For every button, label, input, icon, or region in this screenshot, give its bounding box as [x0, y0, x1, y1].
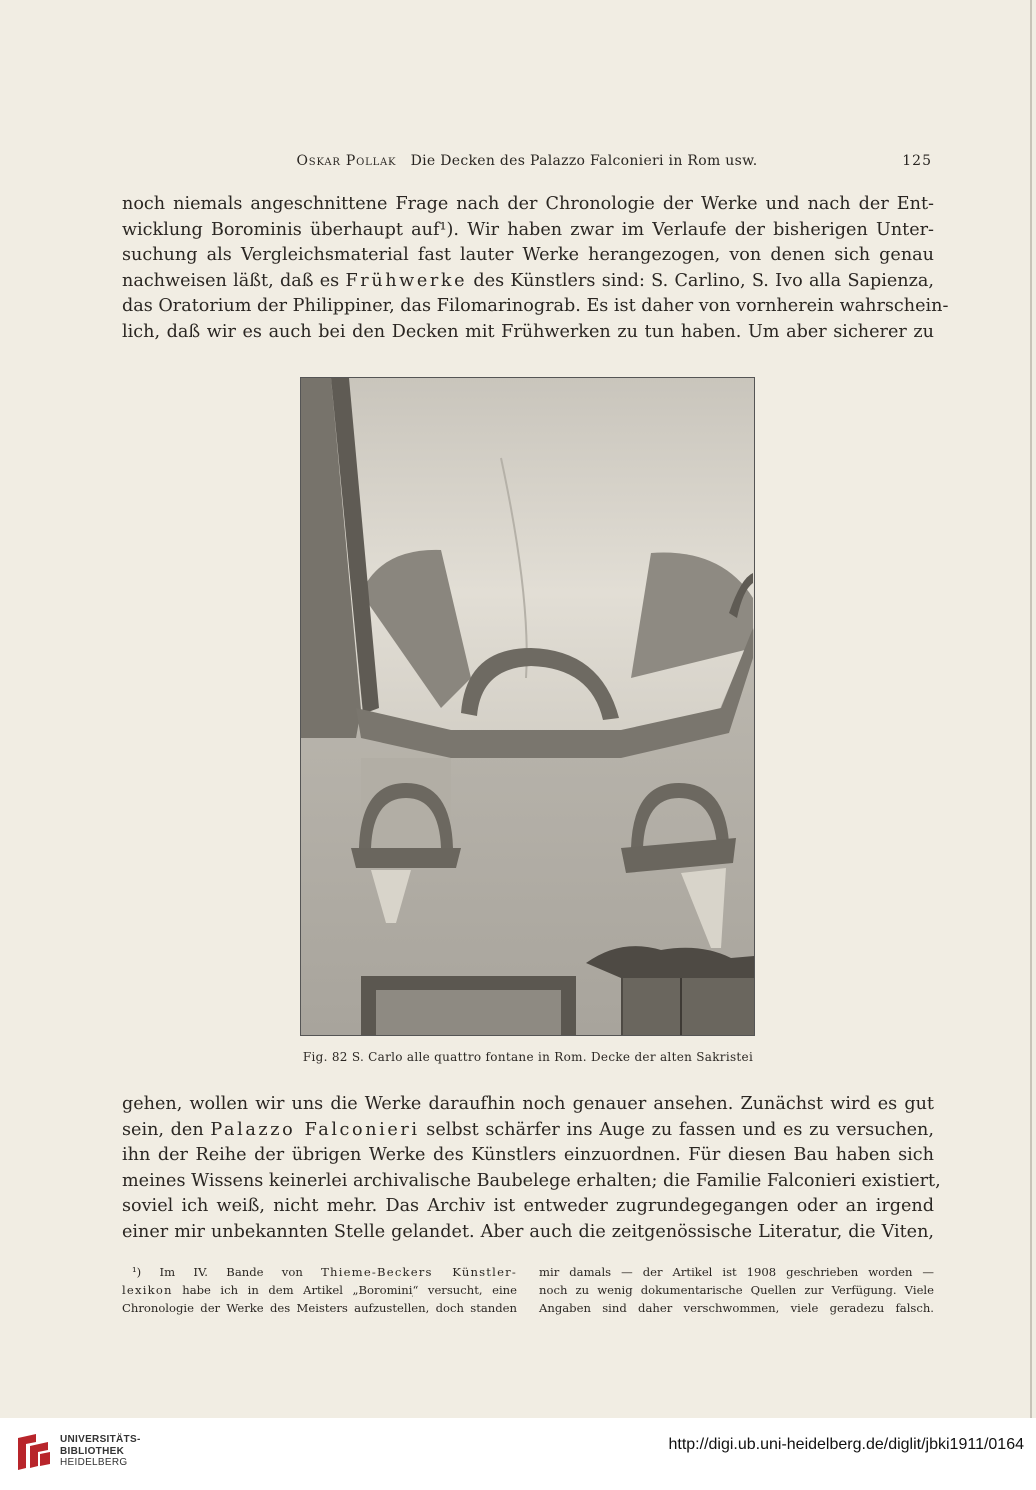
footnote-line: Chronologie der Werke des Meisters aufzustellen, doch standen	[122, 1301, 517, 1315]
text-line: meines Wissens keinerlei archivalische Baubelege erhalten; die Familie Falconieri existiert,	[122, 1170, 941, 1191]
paragraph-2	[122, 1092, 941, 1245]
text-line	[122, 269, 934, 295]
left-bracket-shelf	[351, 848, 461, 868]
library-line-3: HEIDELBERG	[60, 1457, 128, 1468]
permalink-url[interactable]: http://digi.ub.uni-heidelberg.de/diglit/jbki1911/0164	[668, 1436, 1024, 1453]
text-line: lich, daß wir es auch bei den Decken mit Frühwerken zu tun haben. Um aber sicherer zu	[122, 321, 934, 342]
header-author: Oskar Pollak	[296, 153, 397, 169]
text-span: habe ich in dem Artikel „Borominiׅ“ versucht, eine	[172, 1283, 517, 1297]
text-line: suchung als Vergleichsmaterial fast lauter Werke herangezogen, von denen sich genau	[122, 245, 934, 265]
text-span: ¹) Im IV. Bande von	[132, 1265, 322, 1279]
footnote-column-left	[122, 1263, 517, 1317]
text-line: einer mir unbekannten Stelle gelandet. Aber auch die zeitgenössische Literatur, die Viten,	[122, 1221, 934, 1242]
text-span: selbst schärfer ins Auge zu fassen und es zu versuchen,	[419, 1119, 934, 1140]
paragraph-1	[122, 192, 949, 345]
text-span: des Künstlers sind: S. Carlino, S. Ivo alla Sapienza,	[467, 270, 934, 291]
footnote-column-right	[539, 1263, 934, 1317]
door-opening	[376, 990, 561, 1035]
running-title	[122, 153, 932, 169]
text-line: noch niemals angeschnittene Frage nach der Chronologie der Werke und nach der Ent-	[122, 194, 934, 214]
text-line: ihn der Reihe der übrigen Werke des Künstlers einzuordnen. Für diesen Bau haben sich	[122, 1145, 934, 1165]
figure-photo-sacristy-ceiling	[300, 377, 755, 1036]
footnote-line: noch zu wenig dokumentarische Quellen zur Verfügung. Viele	[539, 1283, 934, 1297]
library-line-2: BIBLIOTHEK	[60, 1445, 125, 1457]
text-line: das Oratorium der Philippiner, das Filomarinograb. Es ist daher von vornherein wahrschein-	[122, 296, 949, 316]
emphasis-lexikon: lexikon	[122, 1283, 173, 1297]
library-logo-icon[interactable]	[14, 1432, 54, 1472]
text-span: nachweisen läßt, daß es	[122, 270, 346, 291]
text-line: gehen, wollen wir uns die Werke daraufhin noch genauer ansehen. Zunächst wird es gut	[122, 1094, 934, 1114]
footnote-line: Angaben sind daher verschwommen, viele geradezu falsch.	[539, 1301, 934, 1315]
library-line-1: UNIVERSITÄTS-	[60, 1434, 141, 1445]
cabinet	[623, 978, 754, 1035]
emphasis-thieme-becker: Thieme-Beckers Künstler-	[321, 1265, 517, 1279]
figure-caption: Fig. 82 S. Carlo alle quattro fontane in Rom. Decke der alten Sakristei	[302, 1050, 754, 1064]
footnote-line	[122, 1263, 517, 1281]
text-span: sein, den	[122, 1119, 211, 1140]
scan-edge	[1030, 0, 1032, 1418]
ceiling-photo	[301, 378, 754, 1035]
header-title: Die Decken des Palazzo Falconieri in Rom usw.	[410, 153, 758, 169]
emphasis-fruhwerke: Frühwerke	[345, 270, 468, 291]
footnote-line: mir damals — der Artikel ist 1908 geschrieben worden —	[539, 1265, 934, 1279]
footnote-line	[122, 1281, 517, 1299]
text-line: wicklung Borominis überhaupt auf¹). Wir haben zwar im Verlaufe der bisherigen Unter-	[122, 219, 934, 240]
page-number: 125	[902, 153, 932, 169]
library-name[interactable]	[60, 1434, 141, 1469]
text-line	[122, 1118, 934, 1144]
footer-bar	[0, 1418, 1036, 1490]
emphasis-palazzo-falconieri: Palazzo Falconieri	[210, 1119, 420, 1140]
text-line: soviel ich weiß, nicht mehr. Das Archiv ist entweder zugrundegegangen oder an irgend	[122, 1196, 934, 1216]
